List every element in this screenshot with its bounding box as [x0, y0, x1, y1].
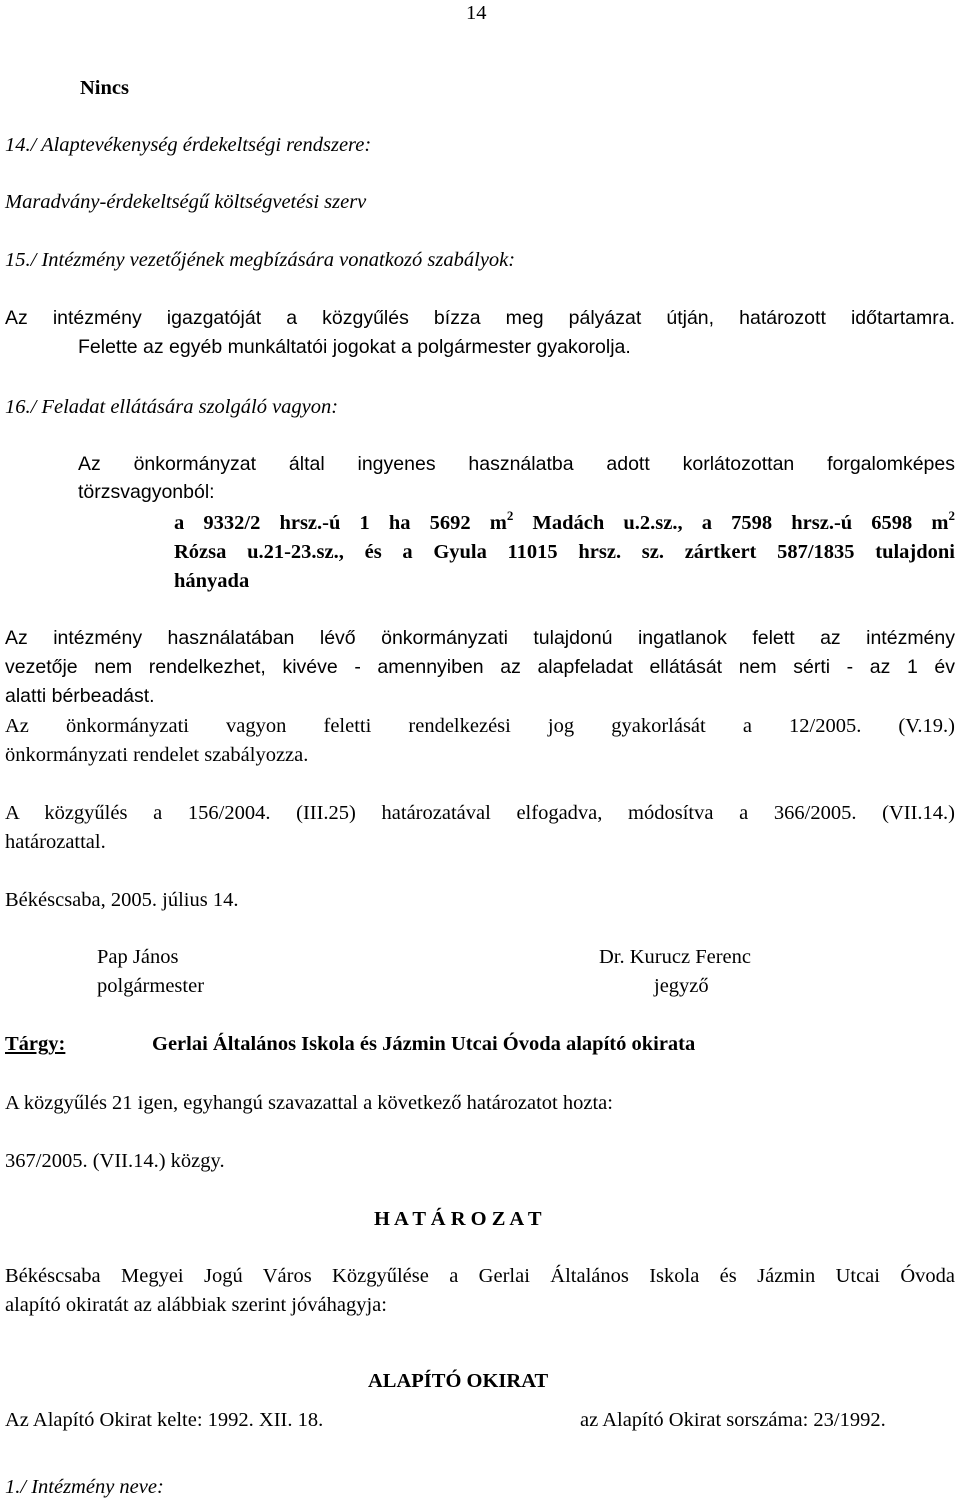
property-line-3: hányada [174, 570, 250, 592]
deed-title: ALAPÍTÓ OKIRAT [368, 1370, 549, 1392]
subject-label: Tárgy: [5, 1033, 66, 1055]
section-14-heading: 14./ Alaptevékenység érdekeltségi rendszere: [5, 134, 372, 156]
section-14-value: Maradvány-érdekeltségű költségvetési szerv [5, 191, 367, 213]
property-line-2: Rózsa u.21-23.sz., és a Gyula 11015 hrsz. sz. zártkert 587/1835 tulajdoni [174, 541, 955, 563]
disposal-paragraph-line-1: Az önkormányzati vagyon feletti rendelkezési jog gyakorlását a 12/2005. (V.19.) [5, 715, 955, 737]
section-15-heading: 15./ Intézmény vezetőjének megbízására vonatkozó szabályok: [5, 249, 516, 271]
section-16-intro-line-2: törzsvagyonból: [78, 481, 215, 503]
disposal-paragraph-line-2: önkormányzati rendelet szabályozza. [5, 744, 309, 766]
usage-paragraph-line-2: vezetője nem rendelkezhet, kivéve - amennyiben az alapfeladat ellátását nem sérti - az 1 év [5, 656, 955, 678]
section-16-intro-line-1: Az önkormányzat által ingyenes használatba adott korlátozottan forgalomképes [78, 453, 955, 475]
place-date: Békéscsaba, 2005. július 14. [5, 889, 239, 911]
signature-left-title: polgármester [97, 975, 205, 997]
vote-text: A közgyűlés 21 igen, egyhangú szavazattal a következő határozatot hozta: [5, 1092, 613, 1114]
deed-date: Az Alapító Okirat kelte: 1992. XII. 18. [5, 1409, 324, 1431]
section-15-line-1: Az intézmény igazgatóját a közgyűlés bízza meg pályázat útján, határozott időtartamra. [5, 307, 955, 329]
resolution-text-line-1: Békéscsaba Megyei Jogú Város Közgyűlése a Gerlai Általános Iskola és Jázmin Utcai Óvoda [5, 1265, 955, 1287]
resolution-text-line-2: alapító okiratát az alábbiak szerint jóváhagyja: [5, 1294, 387, 1316]
property-line-1: a 9332/2 hrsz.-ú 1 ha 5692 $m^2$ Madách u.2.sz., a 7598 hrsz.-ú 6598 $m^2$ [174, 508, 956, 534]
deed-number: az Alapító Okirat sorszáma: 23/1992. [580, 1409, 886, 1431]
approval-line-1: A közgyűlés a 156/2004. (III.25) határozatával elfogadva, módosítva a 366/2005. (VII.14.) [5, 802, 955, 824]
resolution-number: 367/2005. (VII.14.) közgy. [5, 1150, 225, 1172]
nincs-text: Nincs [80, 77, 129, 99]
signature-left-name: Pap János [97, 946, 179, 968]
subject-text: Gerlai Általános Iskola és Jázmin Utcai Óvoda alapító okirata [152, 1033, 696, 1055]
usage-paragraph-line-1: Az intézmény használatában lévő önkormányzati tulajdonú ingatlanok felett az intézmény [5, 627, 955, 649]
section-16-heading: 16./ Feladat ellátására szolgáló vagyon: [5, 396, 339, 418]
signature-right-title: jegyző [654, 975, 709, 997]
section-15-line-2: Felette az egyéb munkáltatói jogokat a polgármester gyakorolja. [78, 336, 631, 358]
approval-line-2: határozattal. [5, 831, 106, 853]
page-number: 14 [466, 2, 487, 24]
section-1-heading: 1./ Intézmény neve: [5, 1476, 164, 1498]
signature-right-name: Dr. Kurucz Ferenc [599, 946, 751, 968]
usage-paragraph-line-3: alatti bérbeadást. [5, 685, 155, 707]
resolution-title: H A T Á R O Z A T [374, 1208, 542, 1230]
